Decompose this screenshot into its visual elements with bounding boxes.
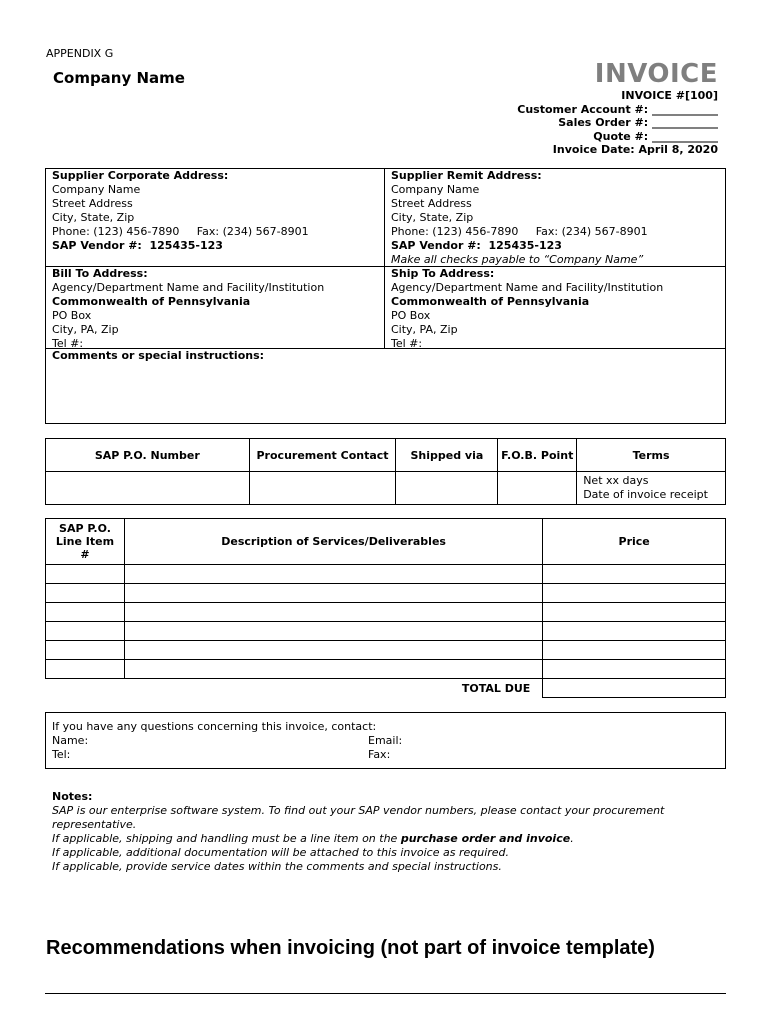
line-item-cell[interactable]: [46, 641, 125, 660]
bill-to-po-box: PO Box: [52, 309, 92, 322]
po-number-cell[interactable]: [46, 472, 250, 505]
sales-order: Sales Order #: ____________: [558, 116, 718, 129]
po-header-contact: Procurement Contact: [249, 439, 396, 472]
bill-to-heading: Bill To Address:: [52, 267, 148, 280]
table-row: [46, 565, 726, 584]
supplier-corporate-phone-fax: Phone: (123) 456-7890 Fax: (234) 567-8901: [52, 225, 309, 238]
ship-to-state: Commonwealth of Pennsylvania: [391, 295, 590, 308]
comments-heading: Comments or special instructions:: [52, 349, 265, 362]
description-cell[interactable]: [124, 603, 542, 622]
comments-row: [46, 349, 725, 423]
table-row: [46, 584, 726, 603]
description-cell[interactable]: [124, 584, 542, 603]
table-row: [46, 603, 726, 622]
line-item-cell[interactable]: [46, 565, 125, 584]
po-table-row: [46, 472, 726, 505]
supplier-remit-vendor: SAP Vendor #: 125435-123: [391, 239, 562, 252]
contact-tel-row: [52, 748, 719, 762]
comments-field[interactable]: [46, 349, 270, 423]
ship-to-city: City, PA, Zip: [391, 323, 458, 336]
table-row: [46, 641, 726, 660]
divider: [45, 993, 726, 994]
terms-cell[interactable]: [577, 472, 726, 505]
supplier-remit-city: City, State, Zip: [391, 211, 474, 224]
contact-name-label: Name:: [52, 734, 89, 747]
total-row: [46, 679, 726, 698]
total-due-label: TOTAL DUE: [46, 679, 543, 698]
contact-intro: If you have any questions concerning this invoice, contact:: [52, 720, 377, 733]
line-items-table: [45, 518, 726, 698]
description-cell[interactable]: [124, 622, 542, 641]
company-name: Company Name: [53, 69, 185, 87]
description-cell[interactable]: [124, 565, 542, 584]
price-cell[interactable]: [543, 584, 726, 603]
contact-tel-label: Tel:: [52, 748, 71, 761]
invoice-date: Invoice Date: April 8, 2020: [552, 143, 718, 156]
contact-name-row: [52, 734, 719, 748]
notes-line-3: If applicable, additional documentation will be attached to this invoice as required.: [52, 846, 510, 859]
line-item-cell[interactable]: [46, 660, 125, 679]
bill-to-address: [46, 267, 385, 348]
appendix-label: APPENDIX G: [46, 47, 114, 60]
total-due-cell[interactable]: [543, 679, 726, 698]
supplier-corporate-city: City, State, Zip: [52, 211, 135, 224]
description-cell[interactable]: [124, 660, 542, 679]
ship-to-po-box: PO Box: [391, 309, 431, 322]
po-header-shipped: Shipped via: [396, 439, 498, 472]
bill-ship-row: [46, 267, 725, 349]
supplier-remit-street: Street Address: [391, 197, 472, 210]
notes-section: [52, 790, 722, 874]
po-header-terms: Terms: [577, 439, 726, 472]
terms-line-2: Date of invoice receipt: [583, 488, 708, 501]
notes-line-1: SAP is our enterprise software system. To find out your SAP vendor numbers, please contact your procurement representative.: [52, 804, 665, 831]
line-item-cell[interactable]: [46, 584, 125, 603]
bill-to-tel: Tel #:: [52, 337, 84, 350]
supplier-remit-heading: Supplier Remit Address:: [391, 169, 542, 182]
price-cell[interactable]: [543, 565, 726, 584]
price-cell[interactable]: [543, 603, 726, 622]
table-row: [46, 622, 726, 641]
recommendations-heading: Recommendations when invoicing (not part of invoice template): [46, 937, 655, 959]
supplier-remit-address: [385, 169, 725, 266]
supplier-row: [46, 169, 725, 267]
price-cell[interactable]: [543, 622, 726, 641]
line-item-cell[interactable]: [46, 622, 125, 641]
po-header-fob: F.O.B. Point: [498, 439, 577, 472]
po-header-number: SAP P.O. Number: [46, 439, 250, 472]
bill-to-agency: Agency/Department Name and Facility/Institution: [52, 281, 325, 294]
supplier-corporate-address: [46, 169, 385, 266]
checks-payable-note: Make all checks payable to “Company Name”: [391, 253, 644, 266]
price-cell[interactable]: [543, 660, 726, 679]
ship-to-agency: Agency/Department Name and Facility/Institution: [391, 281, 664, 294]
notes-heading: Notes:: [52, 790, 93, 803]
supplier-corporate-company: Company Name: [52, 183, 141, 196]
items-header-price: Price: [543, 519, 726, 565]
ship-to-tel: Tel #:: [391, 337, 423, 350]
quote-number: Quote #: ____________: [593, 129, 718, 143]
description-cell[interactable]: [124, 641, 542, 660]
items-header-description: Description of Services/Deliverables: [124, 519, 542, 565]
supplier-corporate-vendor: SAP Vendor #: 125435-123: [52, 239, 223, 252]
notes-line-2-bold: purchase order and invoice: [400, 832, 571, 845]
terms-line-1: Net xx days: [583, 474, 649, 487]
shipped-via-cell[interactable]: [396, 472, 498, 505]
po-table-header: [46, 439, 726, 472]
notes-line-4: If applicable, provide service dates within the comments and special instructions.: [52, 860, 502, 873]
invoice-title: INVOICE: [594, 59, 718, 89]
supplier-corporate-street: Street Address: [52, 197, 133, 210]
price-cell[interactable]: [543, 641, 726, 660]
items-header-line-item: SAP P.O. Line Item #: [46, 519, 125, 565]
fob-point-cell[interactable]: [498, 472, 577, 505]
procurement-contact-cell[interactable]: [249, 472, 396, 505]
items-table-header: [46, 519, 726, 565]
contact-box: [45, 712, 726, 769]
ship-to-heading: Ship To Address:: [391, 267, 495, 280]
contact-fax-label: Fax:: [368, 748, 391, 761]
bill-to-city: City, PA, Zip: [52, 323, 119, 336]
notes-line-2: If applicable, shipping and handling must be a line item on the purchase order and invoice.: [52, 832, 574, 845]
bill-to-state: Commonwealth of Pennsylvania: [52, 295, 251, 308]
supplier-corporate-heading: Supplier Corporate Address:: [52, 169, 229, 182]
po-table: [45, 438, 726, 505]
table-row: [46, 660, 726, 679]
address-box: [45, 168, 726, 424]
line-item-cell[interactable]: [46, 603, 125, 622]
supplier-remit-phone-fax: Phone: (123) 456-7890 Fax: (234) 567-8901: [391, 225, 648, 238]
supplier-remit-company: Company Name: [391, 183, 480, 196]
customer-account: Customer Account #: ____________: [517, 102, 718, 116]
invoice-number: INVOICE #[100]: [621, 89, 718, 102]
contact-email-label: Email:: [368, 734, 403, 747]
ship-to-address: [385, 267, 725, 348]
invoice-meta: [517, 89, 718, 157]
